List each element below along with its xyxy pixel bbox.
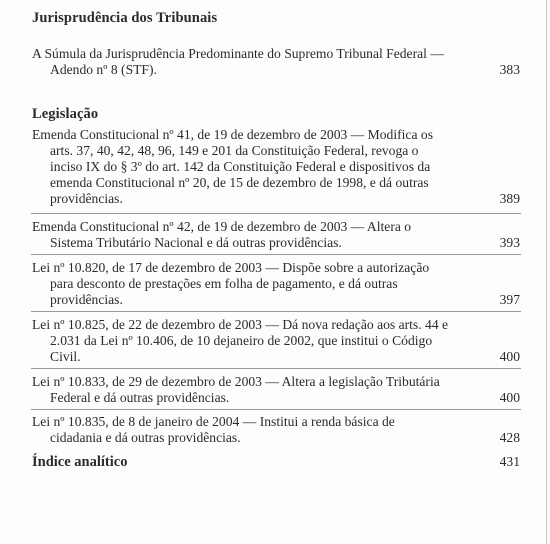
- page-number: 393: [499, 235, 520, 250]
- entry-line: Lei nº 10.820, de 17 de dezembro de 2003 — Dispõe sobre a autorização: [32, 260, 430, 275]
- entry-text: [32, 260, 520, 308]
- entry-line: Lei nº 10.833, de 29 de dezembro de 2003 — Altera a legislação Tributária: [32, 374, 440, 389]
- divider: [31, 368, 521, 369]
- section-title-indice: Índice analítico: [32, 454, 128, 470]
- entry-line: Civil.: [50, 349, 81, 364]
- entry-line: Adendo nº 8 (STF).: [50, 62, 157, 77]
- toc-entry-ec42[interactable]: [32, 219, 520, 251]
- page-number: 400: [499, 349, 520, 364]
- page-number: 400: [499, 390, 520, 405]
- toc-entry-lei-10820[interactable]: [32, 260, 520, 308]
- entry-text: [32, 219, 520, 251]
- entry-line: 2.031 da Lei nº 10.406, de 10 dejaneiro de 2002, que institui o Código: [50, 333, 433, 348]
- entry-line: Emenda Constitucional nº 41, de 19 de dezembro de 2003 — Modifica os: [32, 127, 433, 142]
- divider: [31, 254, 521, 255]
- page-number: 383: [499, 62, 520, 77]
- entry-line: inciso IX do § 3º do art. 142 da Constituição Federal e dispositivos da: [50, 159, 431, 174]
- entry-line: A Súmula da Jurisprudência Predominante do Supremo Tribunal Federal —: [32, 46, 444, 61]
- entry-line: emenda Constitucional nº 20, de 15 de dezembro de 1998, e dá outras: [50, 175, 429, 190]
- toc-entry-lei-10825[interactable]: [32, 317, 520, 365]
- entry-line: Emenda Constitucional nº 42, de 19 de dezembro de 2003 — Altera o: [32, 219, 412, 234]
- toc-entry-lei-10833[interactable]: [32, 374, 520, 406]
- entry-line: Lei nº 10.825, de 22 de dezembro de 2003 — Dá nova redação aos arts. 44 e: [32, 317, 449, 332]
- toc-entry-indice-analitico[interactable]: [32, 454, 520, 471]
- toc-entry-lei-10835[interactable]: [32, 414, 520, 446]
- entry-line: para desconto de prestações em folha de pagamento, e dá outras: [50, 276, 398, 291]
- entry-line: Lei nº 10.835, de 8 de janeiro de 2004 — Institui a renda básica de: [32, 414, 395, 429]
- entry-line: Federal e dá outras providências.: [50, 390, 230, 405]
- entry-text: [32, 127, 520, 207]
- entry-text: [32, 317, 520, 365]
- entry-line: cidadania e dá outras providências.: [50, 430, 241, 445]
- entry-text: [32, 414, 520, 446]
- page-number: 431: [499, 454, 520, 469]
- toc-entry-sumula[interactable]: [32, 46, 520, 78]
- divider: [31, 213, 521, 214]
- page-number: 389: [499, 191, 520, 206]
- entry-line: arts. 37, 40, 42, 48, 96, 149 e 201 da Constituição Federal, revoga o: [50, 143, 419, 158]
- page-number: 428: [499, 430, 520, 445]
- entry-line: providências.: [50, 292, 123, 307]
- divider: [31, 311, 521, 312]
- entry-text: [32, 374, 520, 406]
- divider: [31, 409, 521, 410]
- entry-text: [32, 46, 520, 78]
- page-number: 397: [499, 292, 520, 307]
- entry-line: providências.: [50, 191, 123, 206]
- section-title-jurisprudencia: Jurisprudência dos Tribunais: [32, 10, 218, 26]
- page-edge-line: [546, 0, 547, 544]
- entry-line: Sistema Tributário Nacional e dá outras providências.: [50, 235, 342, 250]
- toc-entry-ec41[interactable]: [32, 127, 520, 207]
- section-title-legislacao: Legislação: [32, 106, 99, 122]
